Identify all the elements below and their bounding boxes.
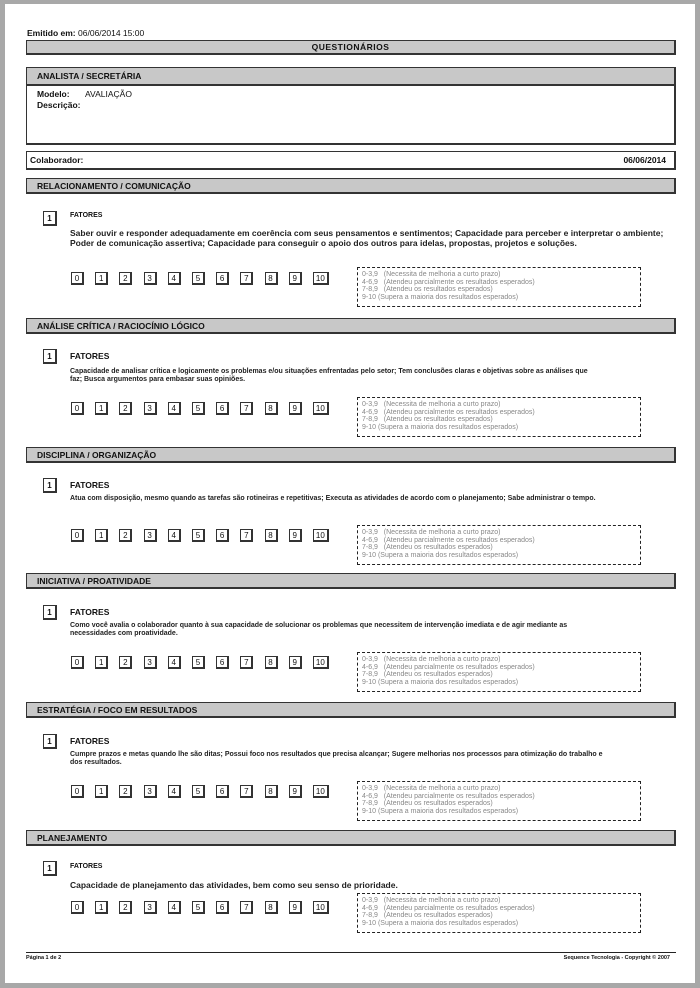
rating-option-3[interactable]: 3 <box>144 272 157 285</box>
rating-option-4[interactable]: 4 <box>168 272 181 285</box>
rating-scale <box>71 785 340 798</box>
rating-option-8[interactable]: 8 <box>265 529 278 542</box>
question-number: 1 <box>43 605 57 620</box>
analista-panel <box>26 85 676 145</box>
rating-option-9[interactable]: 9 <box>289 529 302 542</box>
rating-option-10[interactable]: 10 <box>313 529 329 542</box>
factor-label: FATORES <box>70 212 103 219</box>
question-description: Cumpre prazos e metas quando lhe são ditas; Possui foco nos resultados que precisa alcançar; Sugere melhorias nos processos para otimização do trabalho e dos resultados. <box>70 751 603 766</box>
section-header-disciplina: DISCIPLINA / ORGANIZAÇÃO <box>26 447 676 463</box>
rating-option-7[interactable]: 7 <box>240 529 253 542</box>
rating-option-10[interactable]: 10 <box>313 656 329 669</box>
legend-row: 0-3,9 (Necessita de melhoria a curto prazo) <box>362 785 501 792</box>
legend-row: 9-10 (Supera a maioria dos resultados esperados) <box>362 919 519 927</box>
report-page <box>5 4 695 983</box>
rating-scale <box>71 402 340 415</box>
rating-option-2[interactable]: 2 <box>119 901 132 914</box>
rating-option-7[interactable]: 7 <box>240 901 253 914</box>
rating-scale <box>71 656 340 669</box>
rating-option-0[interactable]: 0 <box>71 529 84 542</box>
question-number: 1 <box>43 349 57 364</box>
rating-option-8[interactable]: 8 <box>265 656 278 669</box>
factor-label: FATORES <box>70 351 110 361</box>
rating-option-5[interactable]: 5 <box>192 785 205 798</box>
factor-label: FATORES <box>70 736 110 746</box>
analista-title: ANALISTA / SECRETÁRIA <box>37 71 142 81</box>
question-description: Saber ouvir e responder adequadamente em coerência com seus pensamentos e sentimentos; Capacidade para perceber e interpretar o ambiente; Poder de comunicação assertiva; Capacidade para conseguir o apoio dos outros para idelas, propostas, projetos e soluções. <box>70 228 664 248</box>
modelo-label: Modelo: <box>37 89 70 99</box>
factor-label: FATORES <box>70 607 110 617</box>
rating-option-6[interactable]: 6 <box>216 656 229 669</box>
rating-option-8[interactable]: 8 <box>265 785 278 798</box>
rating-option-10[interactable]: 10 <box>313 402 329 415</box>
rating-option-8[interactable]: 8 <box>265 402 278 415</box>
legend-row: 9-10 (Supera a maioria dos resultados esperados) <box>362 423 519 431</box>
rating-option-3[interactable]: 3 <box>144 901 157 914</box>
page-title <box>26 40 676 55</box>
colaborador-date: 06/06/2014 <box>623 155 666 165</box>
analista-header <box>26 67 676 86</box>
rating-option-4[interactable]: 4 <box>168 402 181 415</box>
legend-row: 0-3,9 (Necessita de melhoria a curto prazo) <box>362 656 501 663</box>
legend-row: 0-3,9 (Necessita de melhoria a curto prazo) <box>362 897 501 904</box>
legend-row: 9-10 (Supera a maioria dos resultados esperados) <box>362 678 519 686</box>
rating-option-10[interactable]: 10 <box>313 272 329 285</box>
rating-option-1[interactable]: 1 <box>95 785 108 798</box>
rating-option-3[interactable]: 3 <box>144 656 157 669</box>
legend-row: 9-10 (Supera a maioria dos resultados esperados) <box>362 807 519 815</box>
rating-option-5[interactable]: 5 <box>192 529 205 542</box>
rating-option-4[interactable]: 4 <box>168 656 181 669</box>
legend-row: 4-6,9 (Atendeu parcialmente os resultados esperados) <box>362 663 535 671</box>
legend-row: 9-10 (Supera a maioria dos resultados esperados) <box>362 293 519 301</box>
rating-option-4[interactable]: 4 <box>168 529 181 542</box>
rating-option-1[interactable]: 1 <box>95 529 108 542</box>
descricao-label: Descrição: <box>37 100 81 110</box>
issued-at-label: Emitido em: <box>27 28 76 38</box>
section-header-relacionamento: RELACIONAMENTO / COMUNICAÇÃO <box>26 178 676 194</box>
issued-at <box>27 28 144 38</box>
rating-option-1[interactable]: 1 <box>95 402 108 415</box>
legend-row: 7-8,9 (Atendeu os resultados esperados) <box>362 912 493 920</box>
rating-option-3[interactable]: 3 <box>144 402 157 415</box>
legend-row: 9-10 (Supera a maioria dos resultados esperados) <box>362 551 519 559</box>
rating-option-6[interactable]: 6 <box>216 901 229 914</box>
rating-option-9[interactable]: 9 <box>289 785 302 798</box>
rating-legend <box>357 781 641 821</box>
question-description: Capacidade de analisar crítica e logicamente os problemas e/ou situações enfrentadas pelo setor; Tem conclusões claras e objetivas sobre as análises que faz; Busca argumentos para embasar suas opiniões. <box>70 368 588 383</box>
rating-option-7[interactable]: 7 <box>240 656 253 669</box>
rating-option-0[interactable]: 0 <box>71 656 84 669</box>
question-description: Como você avalia o colaborador quanto à sua capacidade de solucionar os problemas que necessitem de intervenção imediata e de agir mediante as necessidades com proatividade. <box>70 622 568 637</box>
section-header-analise-critica: ANÁLISE CRÍTICA / RACIOCÍNIO LÓGICO <box>26 318 676 334</box>
rating-option-4[interactable]: 4 <box>168 901 181 914</box>
rating-option-6[interactable]: 6 <box>216 402 229 415</box>
rating-option-0[interactable]: 0 <box>71 272 84 285</box>
question-number: 1 <box>43 211 57 226</box>
rating-legend <box>357 652 641 692</box>
legend-row: 0-3,9 (Necessita de melhoria a curto prazo) <box>362 529 501 536</box>
factor-label: FATORES <box>70 863 103 870</box>
rating-option-7[interactable]: 7 <box>240 785 253 798</box>
rating-legend <box>357 893 641 933</box>
question-description: Capacidade de planejamento das atividades, bem como seu senso de prioridade. <box>70 880 398 890</box>
rating-option-5[interactable]: 5 <box>192 272 205 285</box>
rating-scale <box>71 272 340 285</box>
question-number: 1 <box>43 734 57 749</box>
question-description: Atua com disposição, mesmo quando as tarefas são rotineiras e repetitivas; Executa as atividades de acordo com o planejamento; Sabe administrar o tempo. <box>70 495 596 502</box>
rating-option-0[interactable]: 0 <box>71 402 84 415</box>
rating-option-5[interactable]: 5 <box>192 402 205 415</box>
rating-option-1[interactable]: 1 <box>95 272 108 285</box>
rating-option-9[interactable]: 9 <box>289 901 302 914</box>
rating-option-6[interactable]: 6 <box>216 785 229 798</box>
rating-option-2[interactable]: 2 <box>119 272 132 285</box>
legend-row: 4-6,9 (Atendeu parcialmente os resultados esperados) <box>362 278 535 286</box>
descricao-row <box>37 100 664 111</box>
rating-option-3[interactable]: 3 <box>144 529 157 542</box>
rating-option-2[interactable]: 2 <box>119 656 132 669</box>
legend-row: 7-8,9 (Atendeu os resultados esperados) <box>362 286 493 294</box>
rating-option-1[interactable]: 1 <box>95 656 108 669</box>
rating-option-10[interactable]: 10 <box>313 785 329 798</box>
rating-option-8[interactable]: 8 <box>265 272 278 285</box>
colaborador-panel <box>26 151 676 170</box>
rating-legend <box>357 267 641 307</box>
legend-row: 4-6,9 (Atendeu parcialmente os resultados esperados) <box>362 904 535 912</box>
rating-legend <box>357 525 641 565</box>
rating-option-6[interactable]: 6 <box>216 272 229 285</box>
copyright: Sequence Tecnologia - Copyright © 2007 <box>563 955 670 961</box>
factor-label: FATORES <box>70 480 110 490</box>
section-header-iniciativa: INICIATIVA / PROATIVIDADE <box>26 573 676 589</box>
footer-divider <box>26 952 676 953</box>
rating-option-2[interactable]: 2 <box>119 785 132 798</box>
legend-row: 4-6,9 (Atendeu parcialmente os resultados esperados) <box>362 536 535 544</box>
legend-row: 4-6,9 (Atendeu parcialmente os resultados esperados) <box>362 792 535 800</box>
rating-option-6[interactable]: 6 <box>216 529 229 542</box>
legend-row: 4-6,9 (Atendeu parcialmente os resultados esperados) <box>362 408 535 416</box>
legend-row: 7-8,9 (Atendeu os resultados esperados) <box>362 800 493 808</box>
rating-option-3[interactable]: 3 <box>144 785 157 798</box>
legend-row: 0-3,9 (Necessita de melhoria a curto prazo) <box>362 401 501 408</box>
question-number: 1 <box>43 478 57 493</box>
rating-option-7[interactable]: 7 <box>240 402 253 415</box>
rating-option-0[interactable]: 0 <box>71 901 84 914</box>
rating-option-5[interactable]: 5 <box>192 901 205 914</box>
page-number: Página 1 de 2 <box>26 955 62 961</box>
modelo-row <box>37 89 664 100</box>
modelo-value: AVALIAÇÃO <box>85 89 132 99</box>
rating-option-5[interactable]: 5 <box>192 656 205 669</box>
rating-legend <box>357 397 641 437</box>
rating-option-9[interactable]: 9 <box>289 272 302 285</box>
legend-row: 7-8,9 (Atendeu os resultados esperados) <box>362 416 493 424</box>
rating-option-2[interactable]: 2 <box>119 529 132 542</box>
legend-row: 7-8,9 (Atendeu os resultados esperados) <box>362 544 493 552</box>
rating-scale <box>71 529 340 542</box>
rating-option-8[interactable]: 8 <box>265 901 278 914</box>
legend-row: 0-3,9 (Necessita de melhoria a curto prazo) <box>362 271 501 278</box>
rating-option-2[interactable]: 2 <box>119 402 132 415</box>
rating-option-9[interactable]: 9 <box>289 402 302 415</box>
rating-option-0[interactable]: 0 <box>71 785 84 798</box>
rating-option-4[interactable]: 4 <box>168 785 181 798</box>
question-number: 1 <box>43 861 57 876</box>
rating-option-1[interactable]: 1 <box>95 901 108 914</box>
issued-at-value: 06/06/2014 15:00 <box>78 28 145 38</box>
section-header-planejamento: PLANEJAMENTO <box>26 830 676 846</box>
rating-option-10[interactable]: 10 <box>313 901 329 914</box>
rating-option-7[interactable]: 7 <box>240 272 253 285</box>
rating-option-9[interactable]: 9 <box>289 656 302 669</box>
page-title-text: QUESTIONÁRIOS <box>311 42 390 52</box>
rating-scale <box>71 901 340 914</box>
colaborador-label: Colaborador: <box>30 155 84 165</box>
section-header-estrategia: ESTRATÉGIA / FOCO EM RESULTADOS <box>26 702 676 718</box>
legend-row: 7-8,9 (Atendeu os resultados esperados) <box>362 671 493 679</box>
